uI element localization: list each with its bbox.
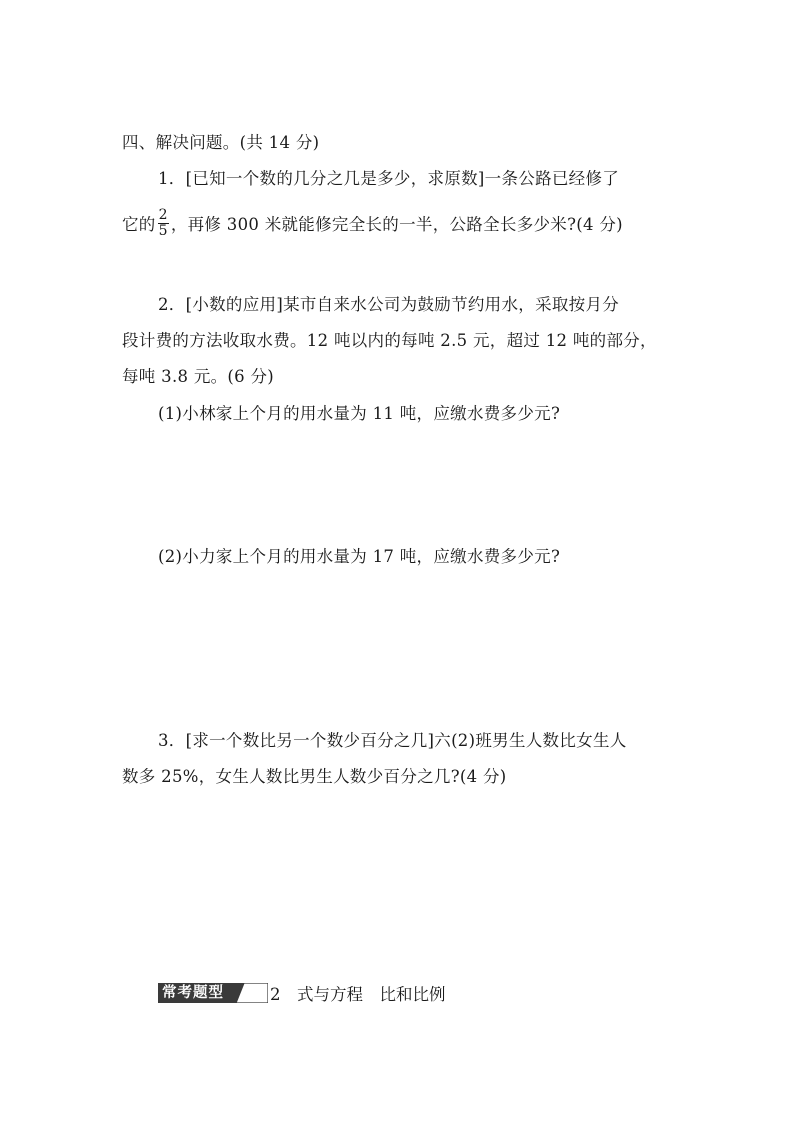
question-1-prefix: 它的 <box>122 215 156 234</box>
question-2-sub-1: (1)小林家上个月的用水量为 11 吨，应缴水费多少元? <box>158 404 561 423</box>
fraction-numerator: 2 <box>158 207 168 223</box>
question-3-line-1: 3．[求一个数比另一个数少百分之几]六(2)班男生人数比女生人 <box>158 731 627 750</box>
question-3-line-2: 数多 25%，女生人数比男生人数少百分之几?(4 分) <box>122 767 507 786</box>
question-2-line-3: 每吨 3.8 元。(6 分) <box>122 367 275 386</box>
question-1-line-1: 1．[已知一个数的几分之几是多少，求原数]一条公路已经修了 <box>158 169 620 188</box>
question-1-line-2 <box>122 207 623 241</box>
section-heading: 四、解决问题。(共 14 分) <box>122 133 320 152</box>
question-2-line-2: 段计费的方法收取水费。12 吨以内的每吨 2.5 元，超过 12 吨的部分， <box>122 331 657 350</box>
question-2-sub-2: (2)小力家上个月的用水量为 17 吨，应缴水费多少元? <box>158 547 561 566</box>
question-2-line-1: 2．[小数的应用]某市自来水公司为鼓励节约用水，采取按月分 <box>158 295 620 314</box>
question-1-suffix: ，再修 300 米就能修完全长的一半，公路全长多少米?(4 分) <box>170 215 623 234</box>
fraction-two-fifths <box>158 208 169 239</box>
fraction-denominator: 5 <box>158 223 168 239</box>
footer-title: 2 式与方程 比和比例 <box>270 985 446 1004</box>
badge-label: 常考题型 <box>162 985 224 1001</box>
